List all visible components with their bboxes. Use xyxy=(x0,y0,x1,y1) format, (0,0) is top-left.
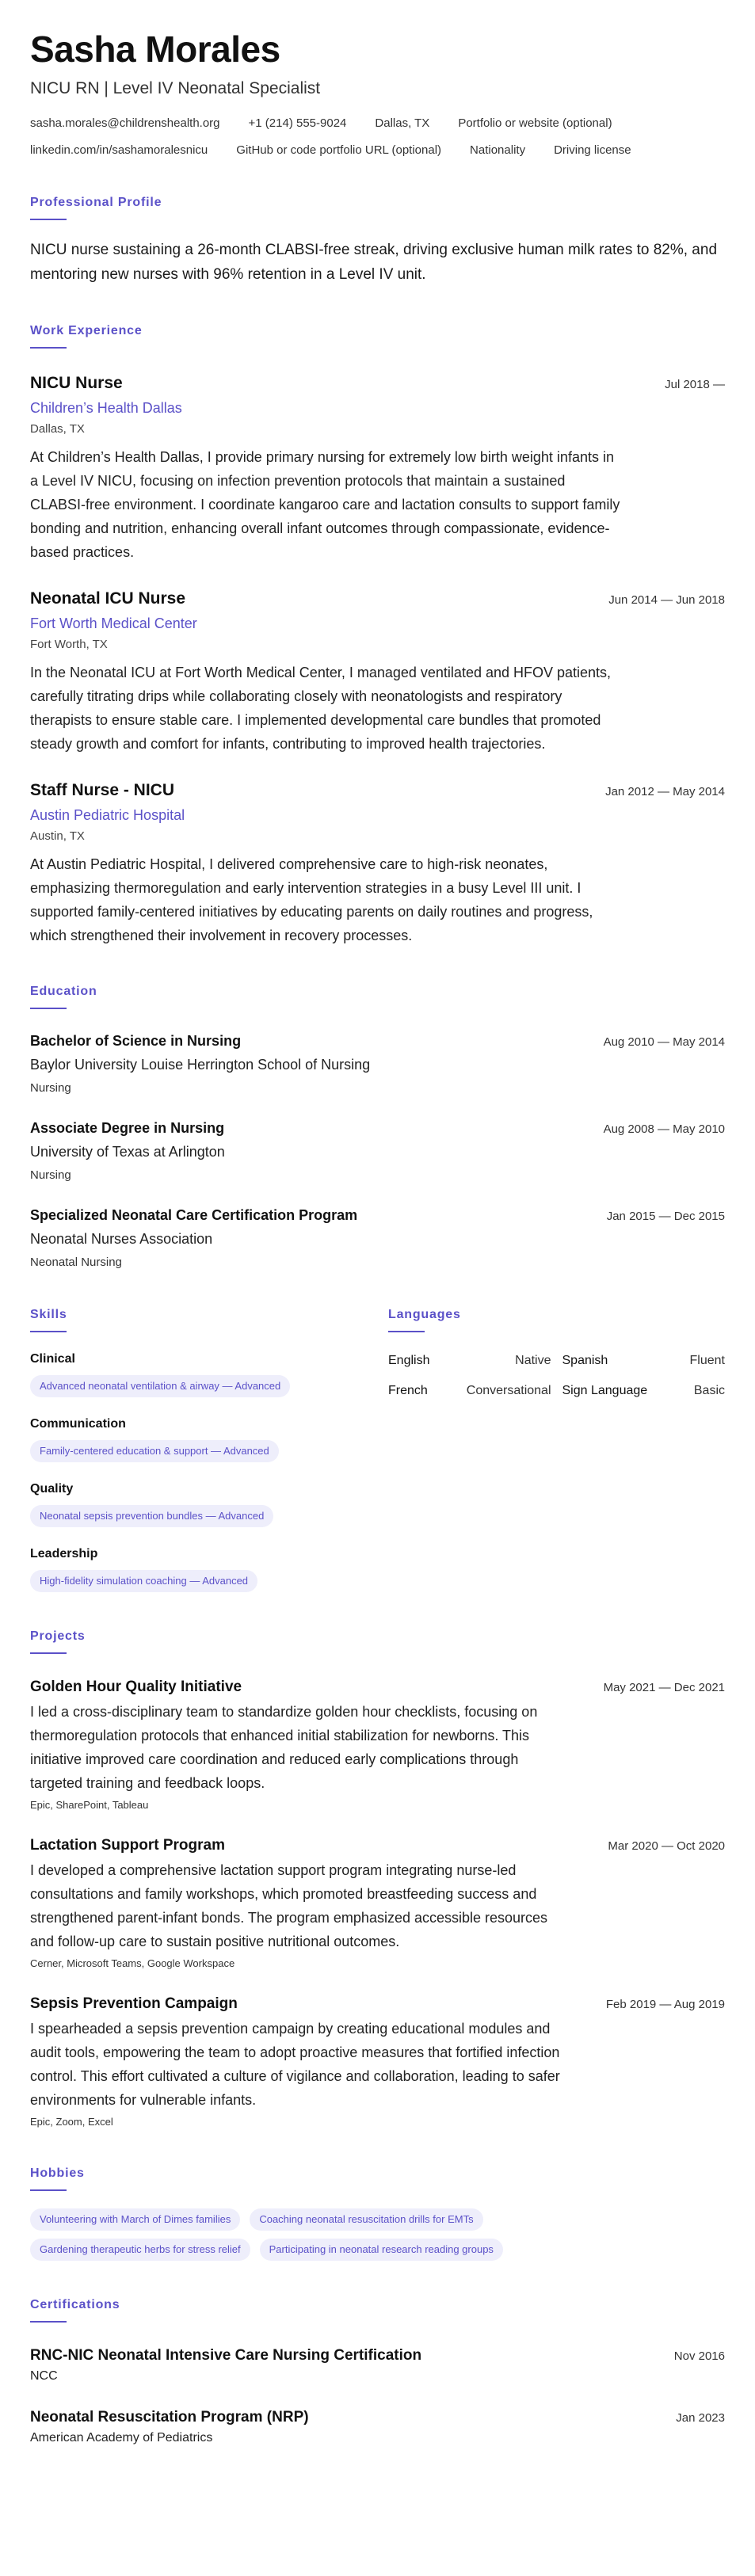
section-title: Languages xyxy=(388,1308,461,1321)
section-divider xyxy=(388,1331,425,1332)
skill-category: Quality xyxy=(30,1482,74,1496)
section-title: Work Experience xyxy=(30,324,143,337)
section-divider xyxy=(30,219,67,220)
experience-section xyxy=(30,323,725,947)
skill-chip: Advanced neonatal ventilation & airway — Advanced xyxy=(30,1375,290,1397)
section-title: Skills xyxy=(30,1308,67,1321)
certification-entry xyxy=(30,2408,725,2446)
skill-group xyxy=(30,1351,388,1397)
job-title: NICU Nurse xyxy=(30,374,123,392)
project-entry xyxy=(30,1836,725,1971)
skills-languages-row xyxy=(30,1307,725,1592)
skill-group xyxy=(30,1481,388,1527)
language-item xyxy=(388,1383,551,1399)
contact-driving-license: Driving license xyxy=(554,143,631,157)
project-title: Sepsis Prevention Campaign xyxy=(30,1995,238,2012)
education-entry xyxy=(30,1206,725,1271)
project-date: May 2021 — Dec 2021 xyxy=(603,1681,725,1694)
job-entry xyxy=(30,588,725,756)
job-title: Neonatal ICU Nurse xyxy=(30,589,186,608)
job-location: Austin, TX xyxy=(30,829,85,843)
language-name: Sign Language xyxy=(562,1384,648,1397)
education-school: University of Texas at Arlington xyxy=(30,1144,225,1160)
project-date: Feb 2019 — Aug 2019 xyxy=(605,1998,725,2011)
job-company: Austin Pediatric Hospital xyxy=(30,807,185,823)
education-date: Jan 2015 — Dec 2015 xyxy=(606,1210,725,1223)
skill-chip: Family-centered education & support — Advanced xyxy=(30,1440,279,1462)
resume-header xyxy=(30,27,725,158)
job-company: Fort Worth Medical Center xyxy=(30,615,197,631)
education-field: Nursing xyxy=(30,1168,71,1182)
job-date: Jul 2018 — xyxy=(665,378,725,391)
candidate-name: Sasha Morales xyxy=(30,29,280,70)
job-description: At Austin Pediatric Hospital, I delivered comprehensive care to high-risk neonates, emphasizing thermoregulation and early intervention strategies in a busy Level III unit. I supported family-centered initiatives by educating parents on daily routines and progress, which strengthened their involvement in recovery processes. xyxy=(30,856,593,943)
contact-list xyxy=(30,116,725,158)
project-entry xyxy=(30,1995,725,2129)
skill-category: Leadership xyxy=(30,1547,98,1560)
certification-entry xyxy=(30,2346,725,2384)
certifications-section xyxy=(30,2297,725,2446)
job-description: In the Neonatal ICU at Fort Worth Medical Center, I managed ventilated and HFOV patients, carefully titrating drips while collaborating closely with neonatologists and respiratory therapists to ensure stable care. I implemented developmental care bundles that promoted steady growth and comfort for infants, contributing to improved health trajectories. xyxy=(30,665,612,752)
education-school: Baylor University Louise Herrington School of Nursing xyxy=(30,1057,371,1073)
profile-summary: NICU nurse sustaining a 26-month CLABSI-free streak, driving exclusive human milk rates to 82%, and mentoring new nurses with 96% retention in a Level IV unit. xyxy=(30,242,718,283)
language-level: Conversational xyxy=(466,1384,551,1397)
job-date: Jun 2014 — Jun 2018 xyxy=(608,593,725,607)
languages-section xyxy=(388,1307,725,1592)
project-tech: Epic, Zoom, Excel xyxy=(30,2116,113,2128)
education-date: Aug 2008 — May 2010 xyxy=(603,1122,725,1136)
skills-section xyxy=(30,1307,388,1592)
education-entry xyxy=(30,1031,725,1096)
contact-linkedin[interactable]: linkedin.com/in/sashamoralesnicu xyxy=(30,143,208,157)
certification-name: RNC-NIC Neonatal Intensive Care Nursing Certification xyxy=(30,2347,422,2364)
certification-issuer: American Academy of Pediatrics xyxy=(30,2431,213,2445)
language-level: Native xyxy=(515,1354,551,1367)
skill-category: Clinical xyxy=(30,1352,75,1366)
project-description: I led a cross-disciplinary team to standardize golden hour checklists, focusing on thermoregulation protocols that enhanced initial stabilization for newborns. This initiative improved care coordination and reduced early complications through targeted training and feedback loops. xyxy=(30,1704,538,1791)
education-section xyxy=(30,984,725,1271)
language-item xyxy=(562,1353,726,1369)
contact-location: Dallas, TX xyxy=(375,116,430,130)
education-date: Aug 2010 — May 2014 xyxy=(603,1035,725,1049)
education-degree: Specialized Neonatal Care Certification Program xyxy=(30,1207,358,1223)
job-title: Staff Nurse - NICU xyxy=(30,781,175,799)
hobby-chip: Gardening therapeutic herbs for stress relief xyxy=(30,2239,250,2261)
language-level: Basic xyxy=(693,1384,725,1397)
hobby-list xyxy=(30,2208,608,2261)
job-entry xyxy=(30,779,725,947)
hobby-chip: Volunteering with March of Dimes families xyxy=(30,2208,240,2231)
education-degree: Bachelor of Science in Nursing xyxy=(30,1033,242,1049)
contact-phone[interactable]: +1 (214) 555-9024 xyxy=(248,116,347,130)
education-field: Neonatal Nursing xyxy=(30,1256,122,1269)
language-name: English xyxy=(388,1354,430,1367)
job-location: Fort Worth, TX xyxy=(30,638,108,651)
section-title: Certifications xyxy=(30,2298,120,2311)
project-description: I developed a comprehensive lactation support program integrating nurse-led consultations and family workshops, which promoted breastfeeding success and strengthened parent-infant bonds. The program emphasized accessible resources and follow-up care to sustain positive nutritional outcomes. xyxy=(30,1862,548,1949)
project-title: Golden Hour Quality Initiative xyxy=(30,1679,242,1695)
language-name: Spanish xyxy=(562,1354,608,1367)
language-name: French xyxy=(388,1384,428,1397)
candidate-headline: NICU RN | Level IV Neonatal Specialist xyxy=(30,79,321,97)
job-company: Children’s Health Dallas xyxy=(30,400,182,416)
project-tech: Cerner, Microsoft Teams, Google Workspace xyxy=(30,1957,235,1969)
contact-email[interactable]: sasha.morales@childrenshealth.org xyxy=(30,116,220,130)
job-description: At Children’s Health Dallas, I provide primary nursing for extremely low birth weight infants in a Level IV NICU, focusing on infection prevention protocols that maintain a sustained CLABSI-free environment. I coordinate kangaroo care and lactation consults to support family bonding and nutrition, enhancing overall infant outcomes through compassionate, evidence-based practices. xyxy=(30,449,620,560)
project-description: I spearheaded a sepsis prevention campaign by creating educational modules and audit tools, empowering the team to adopt proactive measures that fortified infection control. This effort cultivated a culture of vigilance and collaboration, leading to safer environments for vulnerable infants. xyxy=(30,2021,560,2108)
language-item xyxy=(388,1353,551,1369)
certification-issuer: NCC xyxy=(30,2369,58,2383)
section-divider xyxy=(30,1652,67,1654)
job-date: Jan 2012 — May 2014 xyxy=(605,785,725,798)
contact-nationality: Nationality xyxy=(470,143,526,157)
language-item xyxy=(562,1383,726,1399)
project-entry xyxy=(30,1678,725,1812)
skill-group xyxy=(30,1416,388,1462)
section-title: Education xyxy=(30,985,97,998)
skill-chip: High-fidelity simulation coaching — Advanced xyxy=(30,1570,257,1592)
job-location: Dallas, TX xyxy=(30,422,85,436)
education-school: Neonatal Nurses Association xyxy=(30,1231,213,1247)
certification-date: Jan 2023 xyxy=(676,2411,725,2425)
section-divider xyxy=(30,1008,67,1009)
project-tech: Epic, SharePoint, Tableau xyxy=(30,1799,149,1811)
education-entry xyxy=(30,1118,725,1183)
hobby-chip: Coaching neonatal resuscitation drills for EMTs xyxy=(250,2208,482,2231)
section-divider xyxy=(30,347,67,349)
project-title: Lactation Support Program xyxy=(30,1837,225,1854)
skill-group xyxy=(30,1546,388,1592)
section-title: Hobbies xyxy=(30,2166,85,2180)
skill-chip: Neonatal sepsis prevention bundles — Advanced xyxy=(30,1505,273,1527)
education-degree: Associate Degree in Nursing xyxy=(30,1120,225,1136)
projects-section xyxy=(30,1629,725,2129)
contact-portfolio[interactable]: Portfolio or website (optional) xyxy=(458,116,612,130)
section-title: Projects xyxy=(30,1629,86,1643)
certification-name: Neonatal Resuscitation Program (NRP) xyxy=(30,2409,309,2425)
section-divider xyxy=(30,2321,67,2323)
project-date: Mar 2020 — Oct 2020 xyxy=(608,1839,725,1853)
contact-github[interactable]: GitHub or code portfolio URL (optional) xyxy=(236,143,442,157)
language-list xyxy=(388,1353,725,1399)
language-level: Fluent xyxy=(689,1354,725,1367)
certification-date: Nov 2016 xyxy=(673,2349,725,2363)
job-entry xyxy=(30,372,725,564)
section-title: Professional Profile xyxy=(30,196,162,209)
education-field: Nursing xyxy=(30,1081,71,1095)
skill-category: Communication xyxy=(30,1417,126,1431)
hobbies-section xyxy=(30,2166,725,2261)
hobby-chip: Participating in neonatal research reading groups xyxy=(260,2239,503,2261)
section-divider xyxy=(30,2189,67,2191)
section-divider xyxy=(30,1331,67,1332)
profile-section xyxy=(30,195,725,287)
